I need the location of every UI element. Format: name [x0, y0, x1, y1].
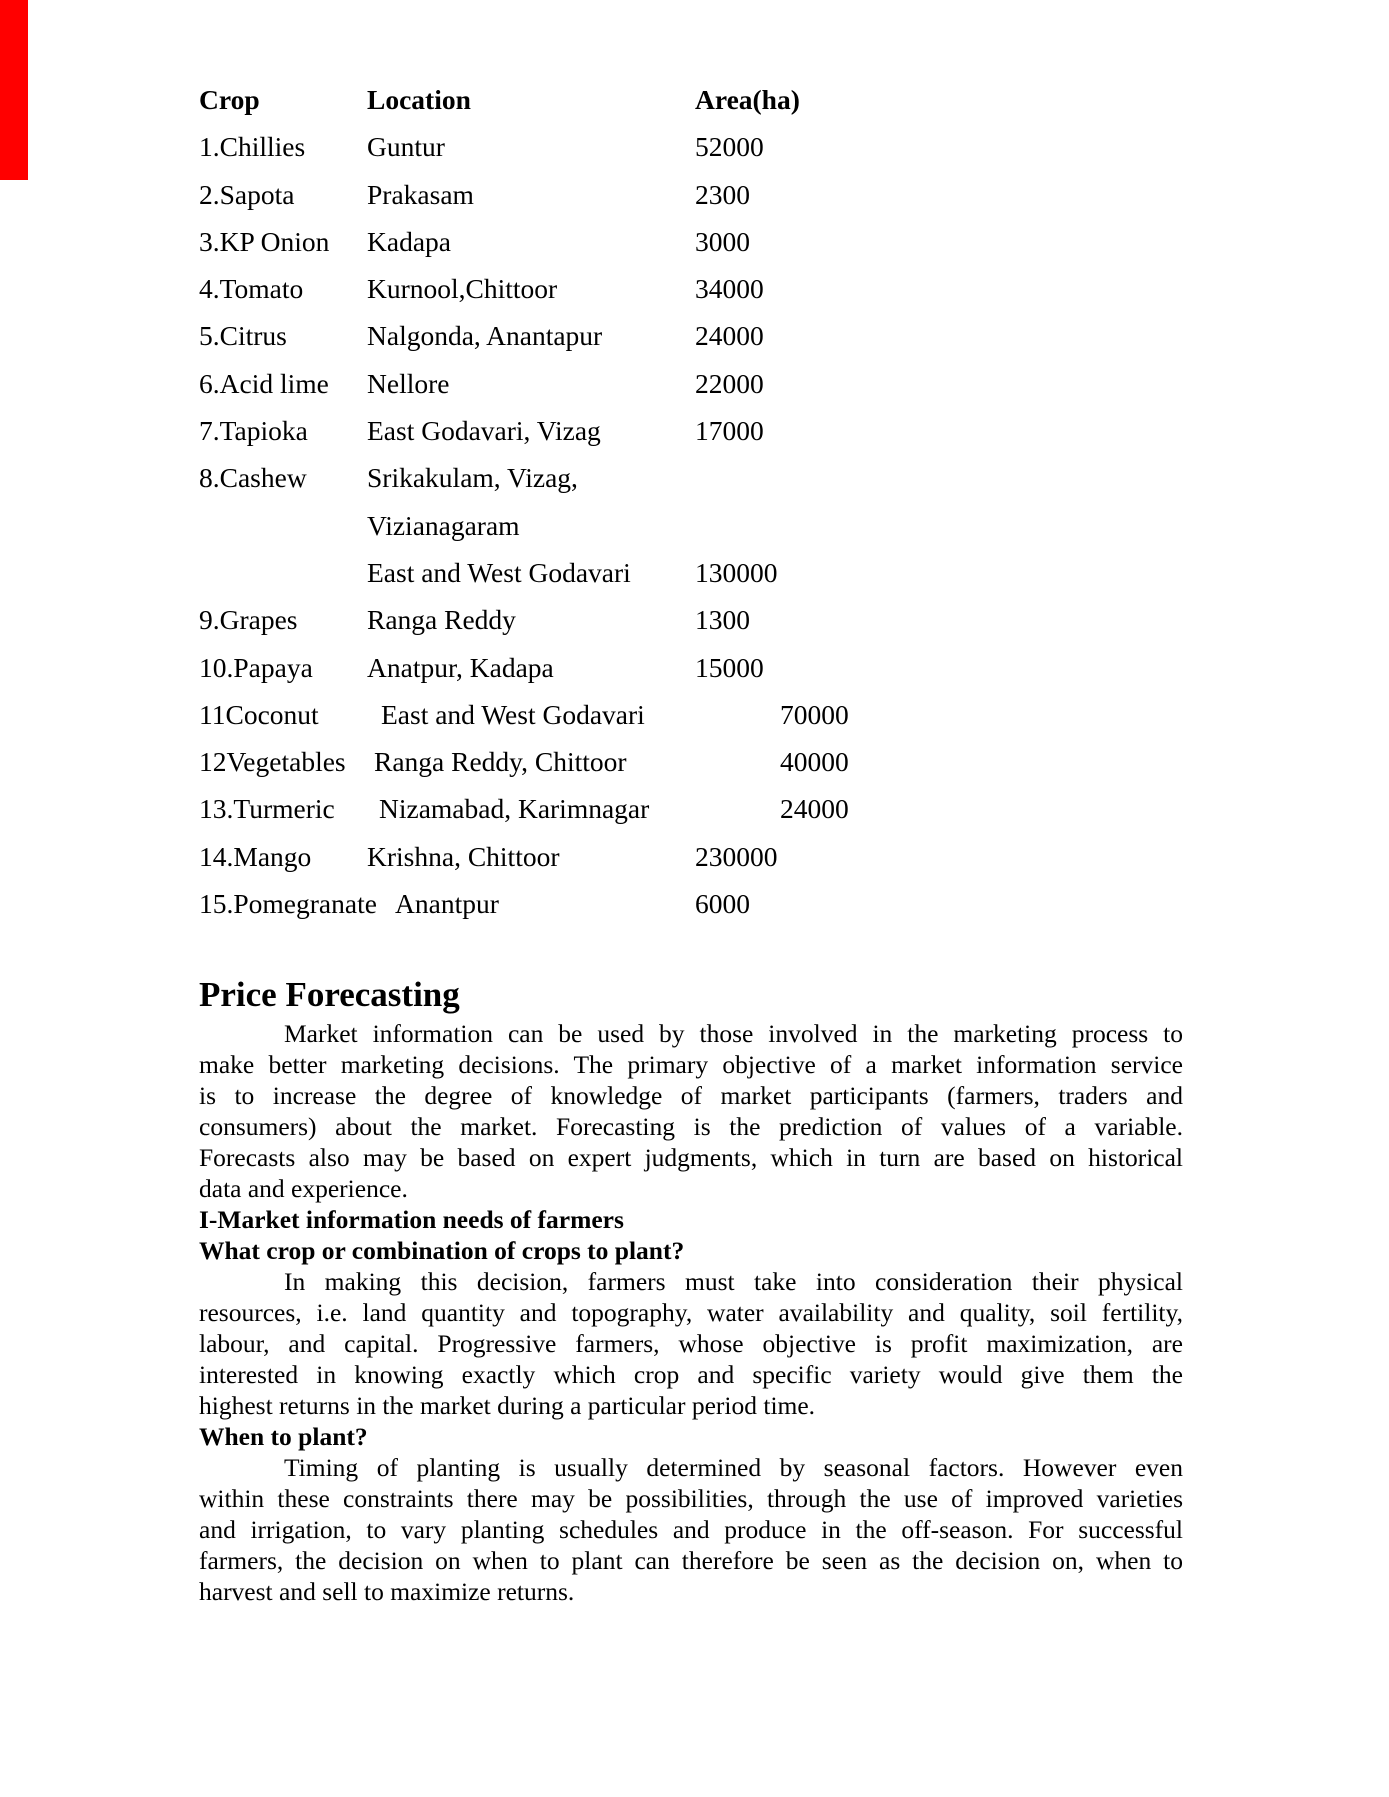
crop-cell: 15.Pomegranate	[199, 888, 377, 920]
table-row	[199, 549, 1183, 596]
subheading-when-to-plant: When to plant?	[199, 1422, 368, 1452]
area-cell: 6000	[695, 888, 750, 920]
crop-area-table	[199, 123, 1183, 927]
table-row	[199, 738, 1183, 785]
area-column-header: Area(ha)	[695, 84, 800, 115]
area-cell: 15000	[695, 651, 764, 683]
crop-cell: 8.Cashew	[199, 462, 307, 494]
area-cell: 2300	[695, 178, 750, 210]
paragraph-line: make better marketing decisions. The primary objective of a market information service	[199, 1050, 1183, 1080]
area-cell: 40000	[780, 746, 849, 778]
crop-cell: 3.KP Onion	[199, 225, 330, 257]
paragraph	[199, 1452, 1183, 1607]
paragraph-line: within these constraints there may be possibilities, through the use of improved varieties	[199, 1484, 1183, 1514]
paragraph-line: resources, i.e. land quantity and topography, water availability and quality, soil fertility,	[199, 1298, 1183, 1328]
crop-cell: 12Vegetables	[199, 746, 346, 778]
paragraph-line: data and experience.	[199, 1174, 408, 1204]
table-row	[199, 833, 1183, 880]
location-column-header: Location	[367, 84, 471, 115]
area-cell: 1300	[695, 604, 750, 636]
location-cell: East and West Godavari	[381, 698, 645, 730]
area-cell: 130000	[695, 556, 778, 588]
document-content	[199, 76, 1183, 1607]
area-cell: 17000	[695, 415, 764, 447]
location-cell: Anantpur	[395, 888, 499, 920]
location-cell: Anatpur, Kadapa	[367, 651, 554, 683]
paragraph-line: harvest and sell to maximize returns.	[199, 1577, 575, 1607]
area-cell: 3000	[695, 225, 750, 257]
area-cell: 24000	[780, 793, 849, 825]
paragraph-line: Market information can be used by those involved in the marketing process to	[284, 1019, 1183, 1049]
paragraph	[199, 1266, 1183, 1421]
location-cell: Ranga Reddy, Chittoor	[374, 746, 627, 778]
section-heading: Price Forecasting	[199, 975, 460, 1015]
paragraph-line: and irrigation, to vary planting schedules and produce in the off-season. For successful	[199, 1515, 1183, 1545]
location-cell: Kurnool,Chittoor	[367, 273, 558, 305]
crop-cell: 11Coconut	[199, 698, 319, 730]
paragraph-line: is to increase the degree of knowledge of market participants (farmers, traders and	[199, 1081, 1183, 1111]
red-corner-marker	[0, 0, 28, 180]
paragraph-line: farmers, the decision on when to plant can therefore be seen as the decision on, when to	[199, 1546, 1183, 1576]
location-cell: Vizianagaram	[367, 509, 520, 541]
table-row	[199, 123, 1183, 170]
crop-cell: 7.Tapioka	[199, 415, 308, 447]
paragraph-line: In making this decision, farmers must take into consideration their physical	[284, 1267, 1183, 1297]
table-row	[199, 360, 1183, 407]
table-row	[199, 218, 1183, 265]
table-row	[199, 880, 1183, 927]
table-row	[199, 644, 1183, 691]
crop-cell: 1.Chillies	[199, 131, 306, 163]
paragraph-line: Forecasts also may be based on expert judgments, which in turn are based on historical	[199, 1143, 1183, 1173]
area-cell: 34000	[695, 273, 764, 305]
location-cell: Krishna, Chittoor	[367, 840, 560, 872]
table-row	[199, 407, 1183, 454]
location-cell: Srikakulam, Vizag,	[367, 462, 578, 494]
table-header-row	[199, 76, 1183, 123]
table-row	[199, 691, 1183, 738]
table-row	[199, 454, 1183, 501]
location-cell: Nalgonda, Anantapur	[367, 320, 603, 352]
crop-cell: 6.Acid lime	[199, 367, 329, 399]
location-cell: East Godavari, Vizag	[367, 415, 601, 447]
paragraph-line: consumers) about the market. Forecasting is the prediction of values of a variable.	[199, 1112, 1183, 1142]
location-cell: Ranga Reddy	[367, 604, 516, 636]
location-cell: Kadapa	[367, 225, 451, 257]
crop-cell: 4.Tomato	[199, 273, 304, 305]
area-cell: 70000	[780, 698, 849, 730]
paragraph-line: labour, and capital. Progressive farmers, whose objective is profit maximization, are	[199, 1329, 1183, 1359]
crop-cell: 13.Turmeric	[199, 793, 335, 825]
table-row	[199, 265, 1183, 312]
area-cell: 22000	[695, 367, 764, 399]
table-row	[199, 312, 1183, 359]
crop-cell: 5.Citrus	[199, 320, 287, 352]
paragraph	[199, 1018, 1183, 1204]
location-cell: Nizamabad, Karimnagar	[379, 793, 650, 825]
crop-cell: 14.Mango	[199, 840, 312, 872]
table-row	[199, 502, 1183, 549]
area-cell: 24000	[695, 320, 764, 352]
area-cell: 230000	[695, 840, 778, 872]
crop-cell: 2.Sapota	[199, 178, 295, 210]
crop-cell: 10.Papaya	[199, 651, 313, 683]
paragraph-line: highest returns in the market during a particular period time.	[199, 1391, 816, 1421]
location-cell: Guntur	[367, 131, 445, 163]
table-row	[199, 171, 1183, 218]
location-cell: Nellore	[367, 367, 450, 399]
paragraph-line: interested in knowing exactly which crop and specific variety would give them the	[199, 1360, 1183, 1390]
crop-column-header: Crop	[199, 84, 260, 115]
crop-cell: 9.Grapes	[199, 604, 298, 636]
location-cell: East and West Godavari	[367, 556, 631, 588]
table-row	[199, 785, 1183, 832]
table-row	[199, 596, 1183, 643]
area-cell: 52000	[695, 131, 764, 163]
subheading-market-info: I-Market information needs of farmers	[199, 1205, 624, 1235]
location-cell: Prakasam	[367, 178, 474, 210]
paragraph-line: Timing of planting is usually determined by seasonal factors. However even	[284, 1453, 1183, 1483]
subheading-what-crop: What crop or combination of crops to plant?	[199, 1236, 685, 1266]
